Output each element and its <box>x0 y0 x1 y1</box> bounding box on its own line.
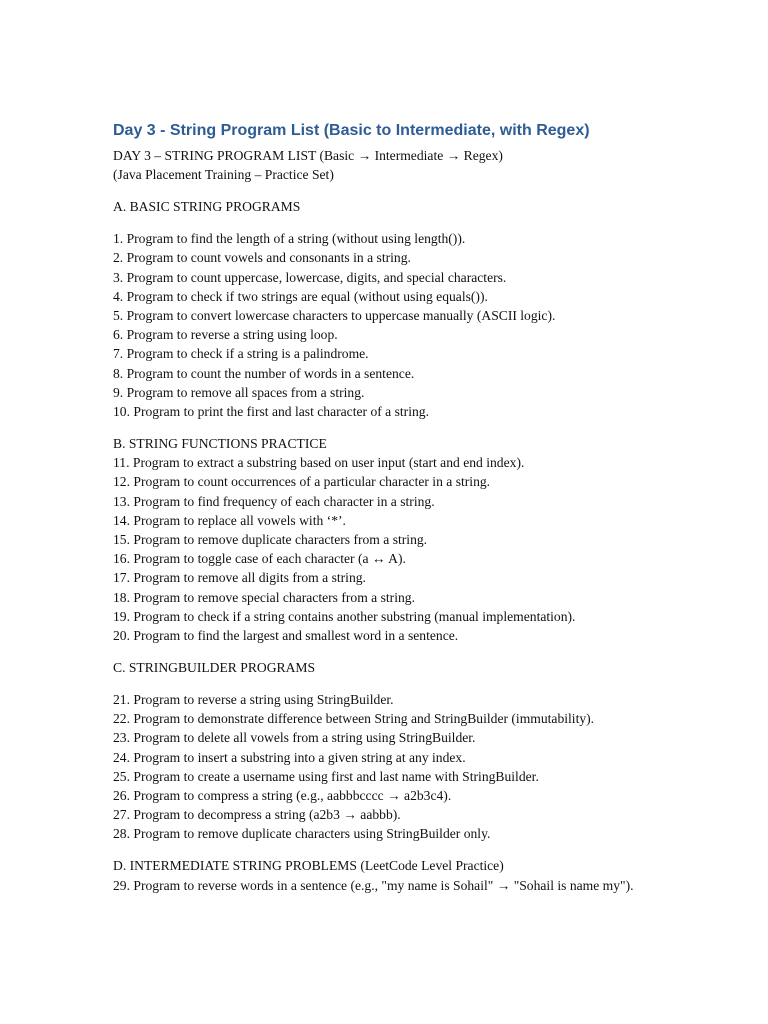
list-item: 11. Program to extract a substring based on user input (start and end index). <box>113 455 525 471</box>
list-item: 17. Program to remove all digits from a string. <box>113 570 366 586</box>
section-intermediate <box>113 856 673 894</box>
section-title: C. STRINGBUILDER PROGRAMS <box>113 660 316 676</box>
list-item: 26. Program to compress a string (e.g., aabbbcccc → a2b3c4). <box>113 788 452 804</box>
list-item: 8. Program to count the number of words in a sentence. <box>113 365 415 381</box>
list-item: 19. Program to check if a string contains another substring (manual implementation). <box>113 608 576 624</box>
list-item: 2. Program to count vowels and consonants in a string. <box>113 250 411 266</box>
list-item: 4. Program to check if two strings are equal (without using equals()). <box>113 288 488 304</box>
document-subtitle-note: (Java Placement Training – Practice Set) <box>113 167 334 183</box>
list-item: 22. Program to demonstrate difference between String and StringBuilder (immutability). <box>113 711 595 727</box>
list-item: 10. Program to print the first and last character of a string. <box>113 404 429 420</box>
list-item: 13. Program to find frequency of each character in a string. <box>113 493 435 509</box>
list-item: 3. Program to count uppercase, lowercase, digits, and special characters. <box>113 269 507 285</box>
section-stringbuilder <box>113 658 673 844</box>
list-item: 23. Program to delete all vowels from a string using StringBuilder. <box>113 730 476 746</box>
list-item: 1. Program to find the length of a string (without using length()). <box>113 231 466 247</box>
list-item: 14. Program to replace all vowels with ‘*’. <box>113 512 346 528</box>
section-basic <box>113 197 673 421</box>
document-subtitle: DAY 3 – STRING PROGRAM LIST (Basic → Intermediate → Regex) <box>113 148 503 163</box>
section-title: D. INTERMEDIATE STRING PROBLEMS (LeetCode Level Practice) <box>113 858 504 874</box>
list-item: 18. Program to remove special characters from a string. <box>113 589 415 605</box>
list-item: 7. Program to check if a string is a palindrome. <box>113 346 369 362</box>
list-item: 15. Program to remove duplicate characters from a string. <box>113 532 428 548</box>
list-item: 6. Program to reverse a string using loop. <box>113 327 338 343</box>
list-item: 9. Program to remove all spaces from a string. <box>113 384 365 400</box>
document-page <box>113 120 673 895</box>
list-item: 16. Program to toggle case of each character (a ↔ A). <box>113 551 406 567</box>
list-item: 29. Program to reverse words in a sentence (e.g., "my name is Sohail" → "Sohail is name my"). <box>113 877 634 893</box>
section-title: A. BASIC STRING PROGRAMS <box>113 199 301 215</box>
section-string-functions <box>113 434 673 645</box>
list-item: 12. Program to count occurrences of a particular character in a string. <box>113 474 491 490</box>
document-heading: Day 3 - String Program List (Basic to Intermediate, with Regex) <box>113 122 590 139</box>
section-title: B. STRING FUNCTIONS PRACTICE <box>113 436 327 452</box>
list-item: 25. Program to create a username using first and last name with StringBuilder. <box>113 768 539 784</box>
list-item: 5. Program to convert lowercase characters to uppercase manually (ASCII logic). <box>113 308 556 324</box>
list-item: 20. Program to find the largest and smallest word in a sentence. <box>113 628 459 644</box>
list-item: 24. Program to insert a substring into a given string at any index. <box>113 749 466 765</box>
list-item: 21. Program to reverse a string using StringBuilder. <box>113 692 394 708</box>
list-item: 28. Program to remove duplicate characters using StringBuilder only. <box>113 826 491 842</box>
list-item: 27. Program to decompress a string (a2b3 → aabbb). <box>113 807 401 823</box>
